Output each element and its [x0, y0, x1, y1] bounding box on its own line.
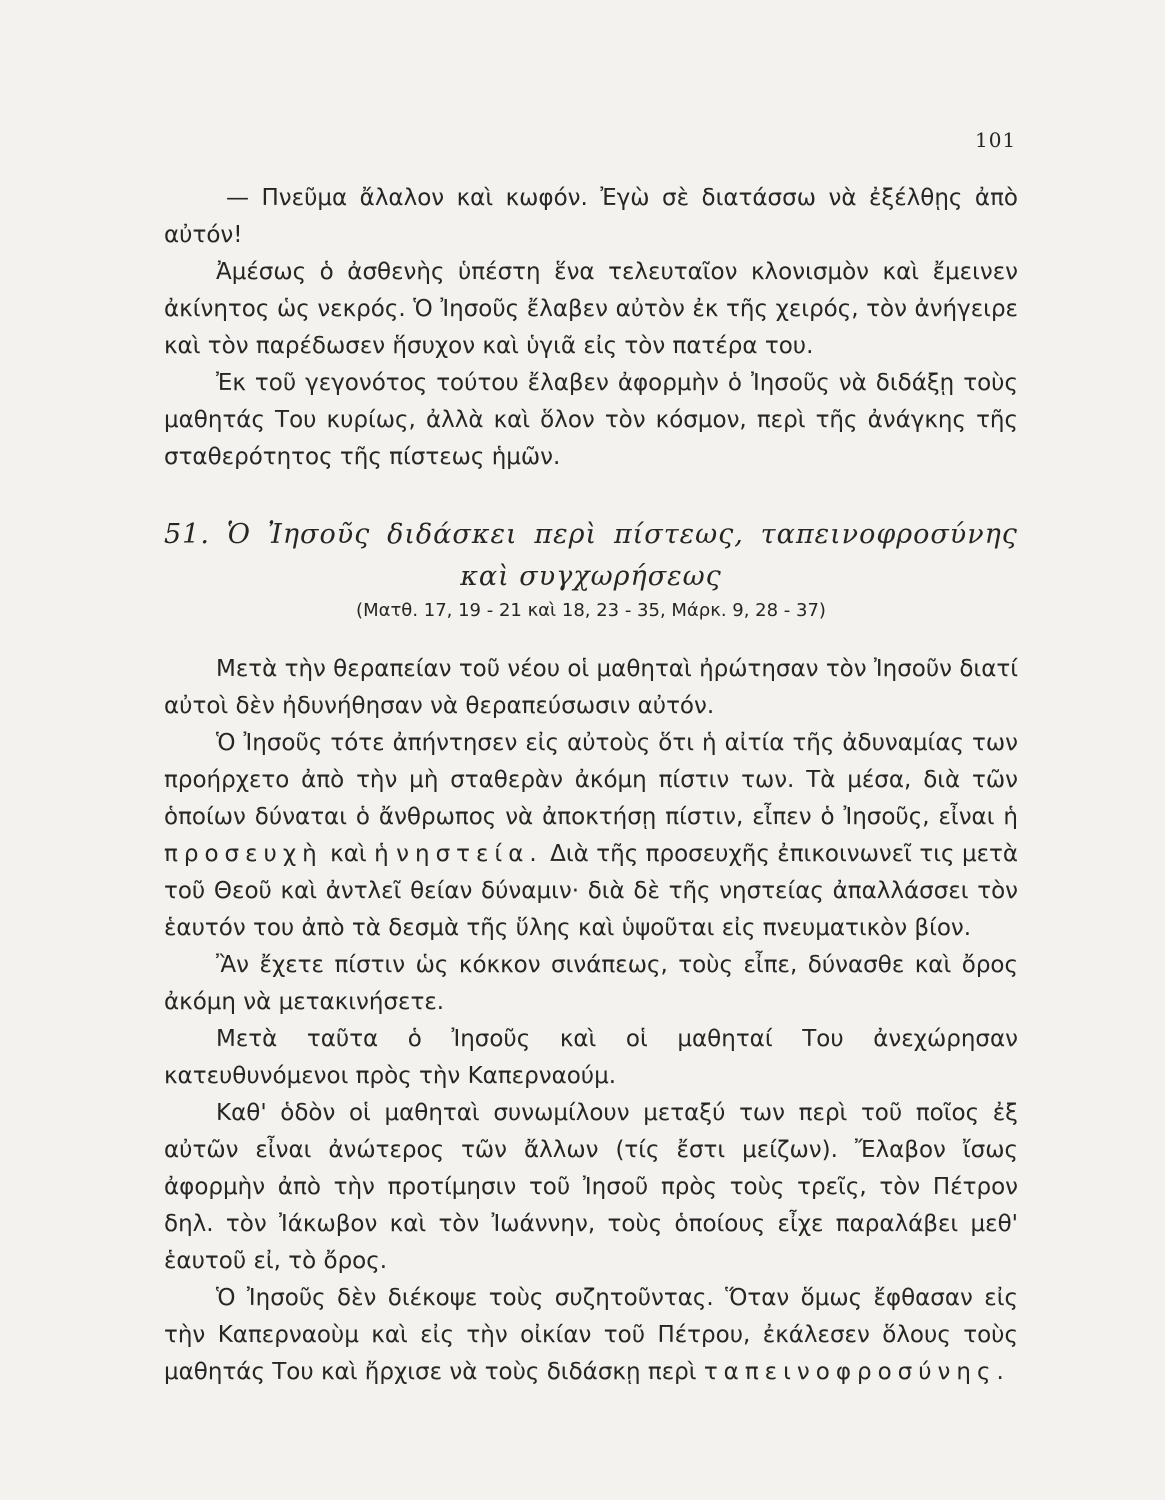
- section-heading: [164, 514, 1018, 598]
- emphasized-word: προσευχὴ: [164, 841, 323, 867]
- section-title-line-1: [164, 514, 1018, 556]
- paragraph: Μετὰ ταῦτα ὁ Ἰησοῦς καὶ οἱ μαθηταί Του ἀνεχώρησαν κατευθυνόμενοι πρὸς τὴν Καπερναούμ.: [164, 1026, 1018, 1089]
- text-run: Ὁ Ἰησοῦς τότε ἀπήντησεν εἰς αὐτοὺς ὅτι ἡ αἰτία τῆς ἀδυναμίας των προήρχετο ἀπὸ τὴν μὴ σταθερὰν ἀκόμη πίστιν των. Τὰ μέσα, διὰ τῶν ὁποίων δύναται ὁ ἄνθρωπος νὰ ἀποκτήσῃ πίστιν, εἶπεν ὁ Ἰησοῦς, εἶναι ἡ: [164, 730, 1018, 830]
- title-word: περὶ: [534, 519, 598, 550]
- title-word: πίστεως,: [613, 519, 744, 550]
- paragraph: Ἂν ἔχετε πίστιν ὡς κόκκον σινάπεως, τοὺς εἶπε, δύνασθε καὶ ὄρος ἀκόμη νὰ μετακινήσετε.: [164, 952, 1018, 1015]
- section-body: [164, 651, 1018, 1391]
- section-number: 51.: [164, 519, 210, 550]
- title-word: ταπεινοφροσύνης: [760, 519, 1018, 550]
- title-word: διδάσκει: [387, 519, 518, 550]
- paragraph: Ἀμέσως ὁ ἀσθενὴς ὑπέστη ἕνα τελευταῖον κλονισμὸν καὶ ἔμεινεν ἀκίνητος ὡς νεκρός. Ὁ Ἰησοῦς ἔλαβεν αὐτὸν ἐκ τῆς χειρός, τὸν ἀνήγειρε καὶ τὸν παρέδωσεν ἥσυχον καὶ ὑγιᾶ εἰς τὸν πατέρα του.: [164, 259, 1018, 359]
- text-run: Διὰ τῆς προσευχῆς ἐπικοινωνεῖ τις μετὰ τοῦ Θεοῦ καὶ ἀντλεῖ θείαν δύναμιν· διὰ δὲ τῆς νηστείας ἀπαλλάσσει τὸν ἑαυτόν του ἀπὸ τὰ δεσμὰ τῆς ὕλης καὶ ὑψοῦται εἰς πνευματικὸν βίον.: [164, 841, 1019, 941]
- emphasized-word: νηστεία.: [396, 841, 543, 867]
- text-run: Ὁ Ἰησοῦς δὲν διέκοψε τοὺς συζητοῦντας. Ὅταν ὅμως ἔφθασαν εἰς τὴν Καπερναοὺμ καὶ εἰς τὴν οἰκίαν τοῦ Πέτρου, ἐκάλεσεν ὅλους τοὺς μαθητάς Του καὶ ἤρχισε νὰ τοὺς διδάσκῃ περὶ: [164, 1285, 1018, 1385]
- paragraph: Μετὰ τὴν θεραπείαν τοῦ νέου οἱ μαθηταὶ ἠρώτησαν τὸν Ἰησοῦν διατί αὐτοὶ δὲν ἠδυνήθησαν νὰ θεραπεύσωσιν αὐτόν.: [164, 656, 1018, 719]
- paragraph: [164, 725, 1018, 947]
- paragraph: Ἐκ τοῦ γεγονότος τούτου ἔλαβεν ἀφορμὴν ὁ Ἰησοῦς νὰ διδάξῃ τοὺς μαθητάς Του κυρίως, ἀλλὰ καὶ ὅλον τὸν κόσμον, περὶ τῆς ἀνάγκης τῆς σταθερότητος τῆς πίστεως ἡμῶν.: [164, 370, 1018, 470]
- paragraph: Καθ' ὁδὸν οἱ μαθηταὶ συνωμίλουν μεταξύ των περὶ τοῦ ποῖος ἐξ αὐτῶν εἶναι ἀνώτερος τῶν ἄλλων (τίς ἔστι μείζων). Ἔλαβον ἴσως ἀφορμὴν ἀπὸ τὴν προτίμησιν τοῦ Ἰησοῦ πρὸς τοὺς τρεῖς, τὸν Πέτρον δηλ. τὸν Ἰάκωβον καὶ τὸν Ἰωάννην, τοὺς ὁποίους εἶχε παραλάβει μεθ' ἑαυτοῦ εἰ, τὸ ὄρος.: [164, 1100, 1018, 1274]
- scripture-reference: (Ματθ. 17, 19 - 21 καὶ 18, 23 - 35, Μάρκ. 9, 28 - 37): [356, 600, 826, 621]
- section-title-line-2: καὶ συγχωρήσεως: [460, 561, 722, 592]
- title-word: Ἰησοῦς: [267, 519, 371, 550]
- paragraph: — Πνεῦμα ἄλαλον καὶ κωφόν. Ἐγὼ σὲ διατάσσω νὰ ἐξέλθῃς ἀπὸ αὐτόν!: [164, 185, 1018, 248]
- emphasized-word: ταπεινοφροσύνης.: [703, 1359, 1010, 1385]
- text-run: καὶ ἡ: [330, 841, 389, 867]
- intro-text: [164, 180, 1018, 476]
- title-word: Ὁ: [226, 519, 251, 550]
- paragraph: [164, 1280, 1018, 1391]
- page-number: 101: [975, 128, 1017, 152]
